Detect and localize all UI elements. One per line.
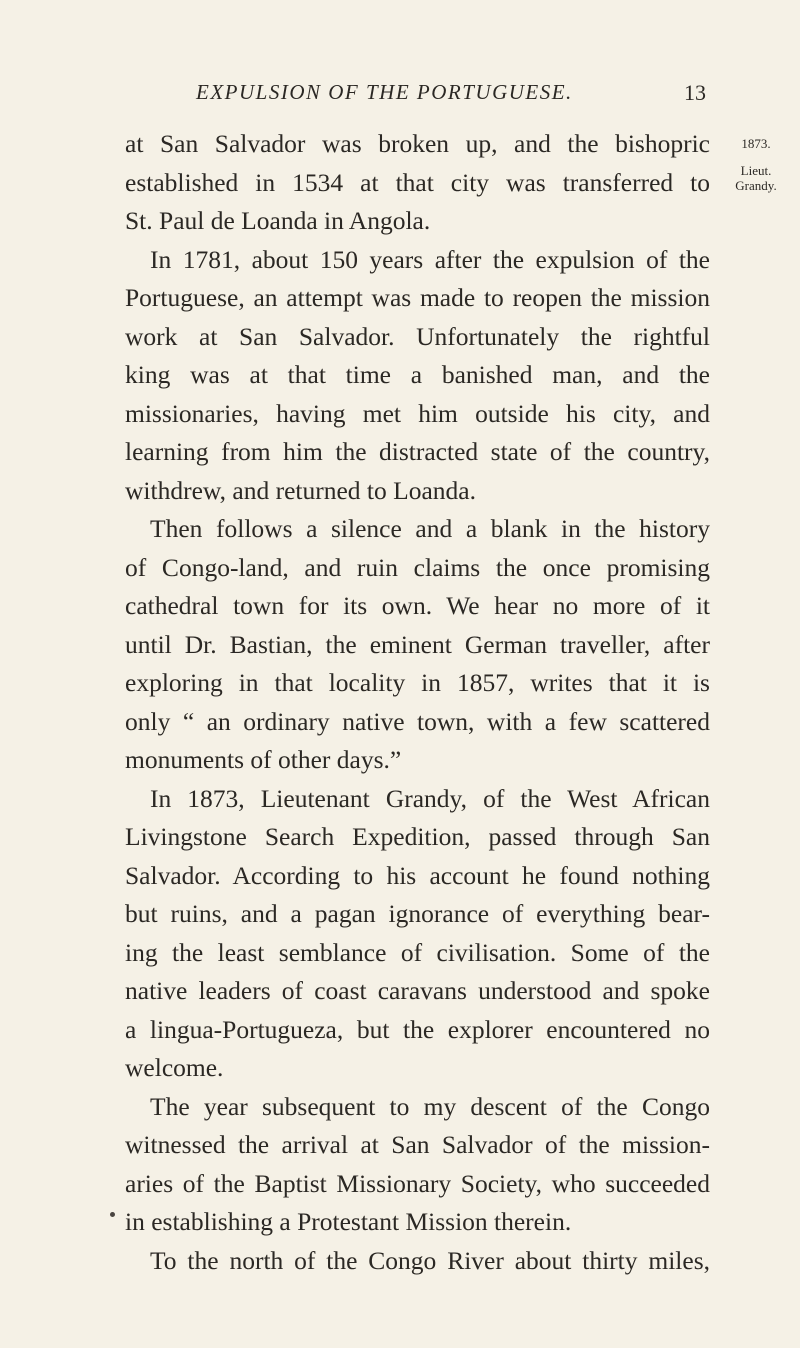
text-line: learning from him the distracted state of the country, (125, 437, 710, 466)
text-line: work at San Salvador. Unfortunately the rightful (125, 321, 710, 351)
text-line: withdrew, and returned to Loanda. (125, 475, 476, 505)
text-line: until Dr. Bastian, the eminent German traveller, after (125, 629, 710, 659)
text-line: witnessed the arrival at San Salvador of the mission- (125, 1130, 710, 1159)
text-line: at San Salvador was broken up, and the bishopric (125, 129, 710, 158)
text-line: Livingstone Search Expedition, passed through San (125, 822, 710, 851)
text-line: exploring in that locality in 1857, writes that it is (125, 668, 710, 697)
text-line: only “ an ordinary native town, with a few scattered (125, 706, 710, 736)
text-line: but ruins, and a pagan ignorance of everything bear- (125, 899, 710, 928)
text-line: native leaders of coast caravans understood and spoke (125, 976, 710, 1005)
text-line: In 1873, Lieutenant Grandy, of the West African (150, 783, 710, 813)
running-title: EXPULSION OF THE PORTUGUESE. (196, 80, 573, 104)
text-line: in establishing a Protestant Mission therein. (125, 1207, 572, 1236)
text-line: aries of the Baptist Missionary Society, who succeeded (125, 1168, 710, 1198)
margin-note-year (721, 136, 791, 151)
margin-note-name-line2: Grandy. (735, 178, 777, 193)
page-number: 13 (684, 80, 706, 105)
text-line: St. Paul de Loanda in Angola. (125, 206, 431, 235)
text-line: ing the least semblance of civilisation. Some of the (125, 937, 710, 967)
text-line: missionaries, having met him outside his city, and (125, 398, 710, 428)
text-line: established in 1534 at that city was transferred to (125, 167, 710, 197)
margin-note-name-line1: Lieut. (740, 163, 772, 178)
margin-note-name (721, 163, 791, 193)
text-line: welcome. (125, 1053, 224, 1082)
text-line: king was at that time a banished man, and the (125, 360, 710, 389)
text-line: a lingua-Portugueza, but the explorer encountered no (125, 1014, 710, 1044)
text-line: Portuguese, an attempt was made to reopen the mission (125, 283, 710, 312)
margin-note-year-text: 1873. (741, 136, 771, 151)
text-line: The year subsequent to my descent of the Congo (150, 1091, 710, 1121)
print-speck (110, 1212, 115, 1217)
page-header (0, 80, 800, 116)
text-line: cathedral town for its own. We hear no more of it (125, 591, 710, 620)
text-line: To the north of the Congo River about thirty miles, (150, 1245, 710, 1275)
text-line: In 1781, about 150 years after the expulsion of the (150, 244, 710, 274)
text-line: Salvador. According to his account he found nothing (125, 860, 710, 890)
body-text (125, 125, 710, 1280)
text-line: Then follows a silence and a blank in the history (150, 514, 710, 543)
text-line: of Congo-land, and ruin claims the once promising (125, 552, 710, 582)
text-line: monuments of other days.” (125, 745, 402, 774)
